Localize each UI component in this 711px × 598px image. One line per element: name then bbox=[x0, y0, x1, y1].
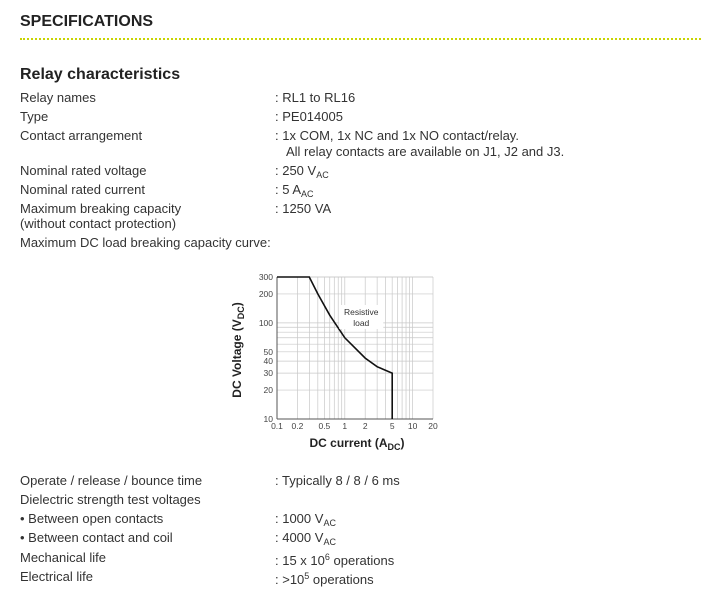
x-tick-label: 0.1 bbox=[271, 421, 283, 431]
value-electrical-life: : $>10^5$ operations bbox=[275, 571, 374, 587]
section-title: Relay characteristics bbox=[20, 66, 181, 83]
value-operate-time: : Typically 8 / 8 / 6 ms bbox=[275, 473, 400, 488]
value-relay-names: : RL1 to RL16 bbox=[275, 90, 356, 105]
annotation-line2: load bbox=[353, 318, 370, 329]
unit-sub: AC bbox=[301, 189, 314, 199]
label-relay-names: Relay names bbox=[20, 90, 96, 105]
y-tick-label: 200 bbox=[258, 288, 273, 299]
unit-sub: AC bbox=[323, 518, 336, 528]
value-mechanical-life: : 15 x $10^6$ operations bbox=[275, 552, 395, 568]
unit-sub: AC bbox=[316, 170, 329, 180]
x-tick-label: 0.5 bbox=[318, 421, 331, 431]
value-nominal-voltage: : 250 $V_{AC}$ bbox=[275, 163, 329, 180]
x-tick-label: 0.2 bbox=[291, 421, 304, 431]
y-tick-label: 40 bbox=[263, 356, 273, 367]
label-operate-time: Operate / release / bounce time bbox=[20, 473, 203, 488]
x-tick-label: 5 bbox=[389, 421, 395, 431]
label-dielectric: Dielectric strength test voltages bbox=[20, 492, 201, 507]
y-tick-label: 30 bbox=[263, 368, 273, 379]
x-tick-label: 1 bbox=[342, 421, 348, 431]
y-tick-label: 50 bbox=[263, 346, 273, 357]
y-tick-label: 10 bbox=[263, 414, 273, 424]
label-mechanical-life: Mechanical life bbox=[20, 550, 106, 565]
label-nominal-voltage: Nominal rated voltage bbox=[20, 163, 147, 178]
label-electrical-life: Electrical life bbox=[20, 569, 93, 584]
value-type: : PE014005 bbox=[275, 109, 343, 124]
value-nominal-current: : 5 $A_{AC}$ bbox=[275, 182, 314, 199]
value-max-breaking: : 1250 VA bbox=[275, 201, 332, 216]
unit-sub: AC bbox=[323, 537, 336, 547]
label-nominal-current: Nominal rated current bbox=[20, 182, 145, 197]
y-tick-label: 20 bbox=[263, 385, 273, 396]
dotted-divider bbox=[20, 38, 701, 40]
label-open-contacts: • Between open contacts bbox=[20, 511, 164, 526]
label-max-breaking-line2: (without contact protection) bbox=[20, 216, 177, 231]
label-max-breaking: Maximum breaking capacity bbox=[20, 201, 182, 216]
exponent: 6 bbox=[324, 552, 330, 562]
specifications-heading: SPECIFICATIONS bbox=[20, 13, 154, 30]
annotation-line1: Resistive bbox=[344, 307, 379, 318]
value-open-contacts: : 1000 $V_{AC}$ bbox=[275, 511, 336, 528]
value-contact-coil: : 4000 $V_{AC}$ bbox=[275, 530, 336, 547]
y-tick-label: 100 bbox=[258, 317, 273, 328]
dc-breaking-capacity-chart bbox=[220, 264, 460, 464]
label-dc-curve: Maximum DC load breaking capacity curve: bbox=[20, 235, 271, 250]
label-type: Type bbox=[20, 109, 49, 124]
value-contact-arrangement-line2: All relay contacts are available on J1, J2 and J3. bbox=[286, 144, 565, 159]
x-tick-label: 10 bbox=[407, 421, 418, 431]
exponent: 5 bbox=[304, 571, 310, 581]
x-tick-label: 20 bbox=[428, 421, 438, 431]
x-tick-label: 2 bbox=[362, 421, 368, 431]
value-contact-arrangement: : 1x COM, 1x NC and 1x NO contact/relay. bbox=[275, 128, 519, 143]
y-axis-label: DC Voltage $(V_{DC})$ bbox=[230, 302, 246, 398]
x-axis-label: DC current $(A_{DC})$ bbox=[309, 436, 405, 452]
chart-annotation bbox=[339, 305, 383, 329]
label-contact-arrangement: Contact arrangement bbox=[20, 128, 143, 143]
y-tick-label: 300 bbox=[258, 272, 273, 282]
label-contact-coil: • Between contact and coil bbox=[20, 530, 173, 545]
